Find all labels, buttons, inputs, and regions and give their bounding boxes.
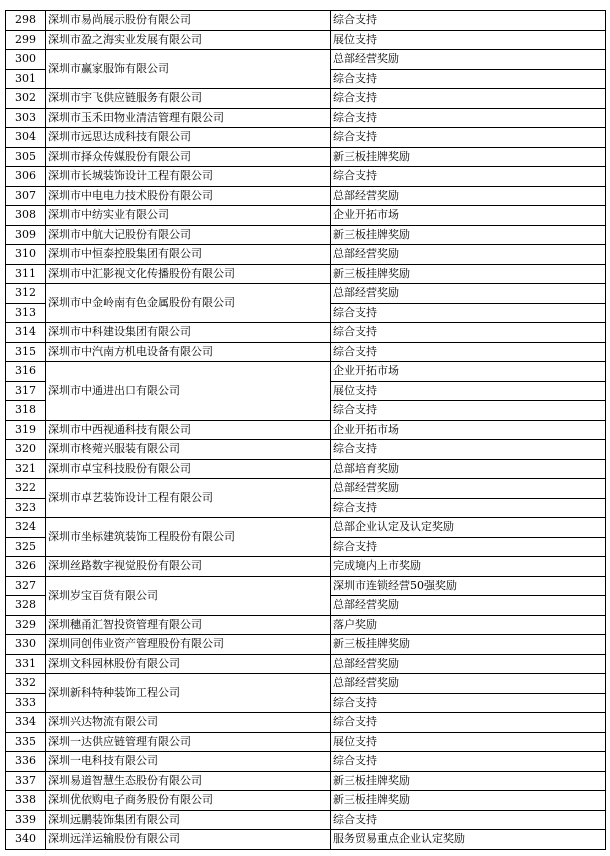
- company-name-cell: 深圳易道智慧生态股份有限公司: [46, 771, 331, 791]
- support-category-cell: 综合支持: [331, 440, 606, 460]
- table-row: [6, 459, 606, 479]
- row-number-cell: 312: [6, 284, 46, 304]
- company-name-cell: 深圳同创伟业资产管理股份有限公司: [46, 635, 331, 655]
- company-name-cell: 深圳市宇飞供应链服务有限公司: [46, 89, 331, 109]
- support-category-cell: 综合支持: [331, 537, 606, 557]
- support-category-cell: 总部经营奖励: [331, 245, 606, 265]
- row-number-cell: 306: [6, 167, 46, 187]
- table-row: [6, 810, 606, 830]
- support-category-cell: 新三板挂牌奖励: [331, 225, 606, 245]
- row-number-cell: 301: [6, 69, 46, 89]
- company-name-cell: 深圳市中汇影视文化传播股份有限公司: [46, 264, 331, 284]
- row-number-cell: 303: [6, 108, 46, 128]
- table-row: [6, 830, 606, 850]
- support-category-cell: 总部培育奖励: [331, 459, 606, 479]
- support-category-cell: 企业开拓市场: [331, 206, 606, 226]
- table-row: [6, 225, 606, 245]
- company-name-cell: 深圳市中电电力技术股份有限公司: [46, 186, 331, 206]
- row-number-cell: 326: [6, 557, 46, 577]
- table-row: [6, 128, 606, 148]
- support-category-cell: 完成境内上市奖励: [331, 557, 606, 577]
- support-category-cell: 综合支持: [331, 713, 606, 733]
- row-number-cell: 298: [6, 11, 46, 31]
- row-number-cell: 304: [6, 128, 46, 148]
- support-category-cell: 总部经营奖励: [331, 596, 606, 616]
- table-row: [6, 186, 606, 206]
- table-body: [6, 11, 606, 850]
- support-category-cell: 综合支持: [331, 69, 606, 89]
- table-row: [6, 615, 606, 635]
- row-number-cell: 339: [6, 810, 46, 830]
- row-number-cell: 321: [6, 459, 46, 479]
- table-row: [6, 245, 606, 265]
- row-number-cell: 333: [6, 693, 46, 713]
- company-name-cell: 深圳市远思达成科技有限公司: [46, 128, 331, 148]
- support-category-cell: 落户奖励: [331, 615, 606, 635]
- support-category-cell: 总部经营奖励: [331, 654, 606, 674]
- row-number-cell: 322: [6, 479, 46, 499]
- company-name-cell: 深圳岁宝百货有限公司: [46, 576, 331, 615]
- company-name-cell: 深圳穗甬汇智投资管理有限公司: [46, 615, 331, 635]
- table-row: [6, 206, 606, 226]
- table-row: [6, 440, 606, 460]
- table-row: [6, 771, 606, 791]
- row-number-cell: 334: [6, 713, 46, 733]
- row-number-cell: 335: [6, 732, 46, 752]
- support-category-cell: 综合支持: [331, 89, 606, 109]
- table-row: [6, 362, 606, 382]
- row-number-cell: 331: [6, 654, 46, 674]
- support-category-cell: 总部经营奖励: [331, 479, 606, 499]
- company-name-cell: 深圳市中西视通科技有限公司: [46, 420, 331, 440]
- support-category-cell: 新三板挂牌奖励: [331, 635, 606, 655]
- support-category-cell: 展位支持: [331, 30, 606, 50]
- company-name-cell: 深圳市中金岭南有色金属股份有限公司: [46, 284, 331, 323]
- company-name-cell: 深圳市中纺实业有限公司: [46, 206, 331, 226]
- support-category-cell: 服务贸易重点企业认定奖励: [331, 830, 606, 850]
- support-category-cell: 总部经营奖励: [331, 186, 606, 206]
- row-number-cell: 332: [6, 674, 46, 694]
- company-name-cell: 深圳丝路数字视觉股份有限公司: [46, 557, 331, 577]
- row-number-cell: 336: [6, 752, 46, 772]
- row-number-cell: 324: [6, 518, 46, 538]
- row-number-cell: 302: [6, 89, 46, 109]
- company-name-cell: 深圳文科园林股份有限公司: [46, 654, 331, 674]
- support-category-cell: 综合支持: [331, 693, 606, 713]
- support-category-cell: 企业开拓市场: [331, 420, 606, 440]
- company-name-cell: 深圳市择众传媒股份有限公司: [46, 147, 331, 167]
- table-row: [6, 752, 606, 772]
- support-category-cell: 总部经营奖励: [331, 50, 606, 70]
- company-name-cell: 深圳市赢家服饰有限公司: [46, 50, 331, 89]
- row-number-cell: 317: [6, 381, 46, 401]
- support-category-cell: 综合支持: [331, 11, 606, 31]
- company-name-cell: 深圳市坐标建筑装饰工程股份有限公司: [46, 518, 331, 557]
- table-row: [6, 732, 606, 752]
- table-row: [6, 147, 606, 167]
- table-row: [6, 420, 606, 440]
- support-category-cell: 综合支持: [331, 752, 606, 772]
- support-category-cell: 综合支持: [331, 108, 606, 128]
- table-row: [6, 284, 606, 304]
- support-category-cell: 新三板挂牌奖励: [331, 791, 606, 811]
- row-number-cell: 310: [6, 245, 46, 265]
- company-name-cell: 深圳市中恒泰控股集团有限公司: [46, 245, 331, 265]
- table-row: [6, 50, 606, 70]
- table-row: [6, 713, 606, 733]
- company-name-cell: 深圳市易尚展示股份有限公司: [46, 11, 331, 31]
- table-row: [6, 576, 606, 596]
- table-row: [6, 89, 606, 109]
- row-number-cell: 316: [6, 362, 46, 382]
- support-category-cell: 新三板挂牌奖励: [331, 147, 606, 167]
- row-number-cell: 337: [6, 771, 46, 791]
- support-category-cell: 综合支持: [331, 323, 606, 343]
- row-number-cell: 305: [6, 147, 46, 167]
- company-name-cell: 深圳市卓艺装饰设计工程有限公司: [46, 479, 331, 518]
- row-number-cell: 313: [6, 303, 46, 323]
- row-number-cell: 314: [6, 323, 46, 343]
- table-row: [6, 30, 606, 50]
- support-category-cell: 总部经营奖励: [331, 674, 606, 694]
- table-row: [6, 635, 606, 655]
- company-name-cell: 深圳一电科技有限公司: [46, 752, 331, 772]
- row-number-cell: 299: [6, 30, 46, 50]
- row-number-cell: 318: [6, 401, 46, 421]
- row-number-cell: 325: [6, 537, 46, 557]
- support-category-cell: 新三板挂牌奖励: [331, 264, 606, 284]
- support-category-cell: 综合支持: [331, 498, 606, 518]
- support-category-cell: 综合支持: [331, 342, 606, 362]
- row-number-cell: 315: [6, 342, 46, 362]
- company-name-cell: 深圳新科特种装饰工程公司: [46, 674, 331, 713]
- table-row: [6, 518, 606, 538]
- funding-list-table: [5, 10, 606, 850]
- support-category-cell: 综合支持: [331, 810, 606, 830]
- support-category-cell: 深圳市连锁经营50强奖励: [331, 576, 606, 596]
- table-row: [6, 108, 606, 128]
- company-name-cell: 深圳市中航大记股份有限公司: [46, 225, 331, 245]
- company-name-cell: 深圳市柊菀兴服装有限公司: [46, 440, 331, 460]
- company-name-cell: 深圳市中汽南方机电设备有限公司: [46, 342, 331, 362]
- table-row: [6, 674, 606, 694]
- company-name-cell: 深圳优依购电子商务股份有限公司: [46, 791, 331, 811]
- table-row: [6, 791, 606, 811]
- table-row: [6, 167, 606, 187]
- company-name-cell: 深圳市长城装饰设计工程有限公司: [46, 167, 331, 187]
- support-category-cell: 展位支持: [331, 381, 606, 401]
- table-row: [6, 479, 606, 499]
- table-row: [6, 557, 606, 577]
- support-category-cell: 综合支持: [331, 401, 606, 421]
- company-name-cell: 深圳市中科建设集团有限公司: [46, 323, 331, 343]
- table-row: [6, 654, 606, 674]
- company-name-cell: 深圳一达供应链管理有限公司: [46, 732, 331, 752]
- row-number-cell: 311: [6, 264, 46, 284]
- row-number-cell: 327: [6, 576, 46, 596]
- table-row: [6, 323, 606, 343]
- row-number-cell: 340: [6, 830, 46, 850]
- row-number-cell: 308: [6, 206, 46, 226]
- support-category-cell: 企业开拓市场: [331, 362, 606, 382]
- company-name-cell: 深圳市玉禾田物业清洁管理有限公司: [46, 108, 331, 128]
- table-row: [6, 342, 606, 362]
- support-category-cell: 综合支持: [331, 167, 606, 187]
- row-number-cell: 300: [6, 50, 46, 70]
- support-category-cell: 综合支持: [331, 303, 606, 323]
- company-name-cell: 深圳市卓宝科技股份有限公司: [46, 459, 331, 479]
- support-category-cell: 展位支持: [331, 732, 606, 752]
- support-category-cell: 综合支持: [331, 128, 606, 148]
- row-number-cell: 320: [6, 440, 46, 460]
- company-name-cell: 深圳市盈之海实业发展有限公司: [46, 30, 331, 50]
- row-number-cell: 319: [6, 420, 46, 440]
- support-category-cell: 总部经营奖励: [331, 284, 606, 304]
- row-number-cell: 323: [6, 498, 46, 518]
- company-name-cell: 深圳远洋运输股份有限公司: [46, 830, 331, 850]
- support-category-cell: 总部企业认定及认定奖励: [331, 518, 606, 538]
- company-name-cell: 深圳兴达物流有限公司: [46, 713, 331, 733]
- table-row: [6, 11, 606, 31]
- row-number-cell: 328: [6, 596, 46, 616]
- row-number-cell: 307: [6, 186, 46, 206]
- row-number-cell: 329: [6, 615, 46, 635]
- company-name-cell: 深圳市中通进出口有限公司: [46, 362, 331, 421]
- row-number-cell: 330: [6, 635, 46, 655]
- company-name-cell: 深圳远鹏装饰集团有限公司: [46, 810, 331, 830]
- row-number-cell: 338: [6, 791, 46, 811]
- row-number-cell: 309: [6, 225, 46, 245]
- support-category-cell: 新三板挂牌奖励: [331, 771, 606, 791]
- table-row: [6, 264, 606, 284]
